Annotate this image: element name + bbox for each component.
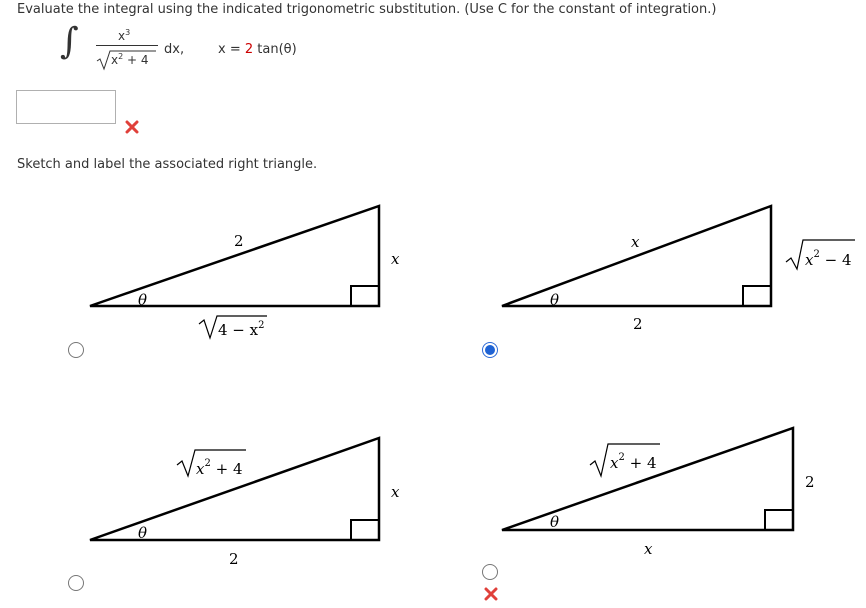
right-angle-marker	[743, 286, 771, 306]
incorrect-x-icon	[484, 587, 498, 601]
leg-label: x	[391, 250, 400, 268]
base-label: x	[644, 540, 653, 558]
hypotenuse-label: x	[631, 233, 640, 251]
angle-label: θ	[138, 291, 148, 309]
triangle-option-3	[80, 430, 400, 578]
radio-option-1[interactable]	[68, 342, 84, 358]
hypotenuse-label: $x^2 + 4$	[196, 458, 243, 478]
radio-option-3[interactable]	[68, 575, 84, 591]
base-label: 2	[229, 550, 239, 568]
triangle-shape	[502, 206, 771, 306]
angle-label: θ	[550, 513, 560, 531]
triangle-option-4	[492, 420, 832, 568]
leg-label: $x^2 - 4$	[805, 249, 852, 269]
differential: dx,	[164, 42, 185, 57]
right-angle-marker	[765, 510, 793, 530]
integrand-denominator: $x^2 + 4$	[111, 52, 149, 67]
hypotenuse-label: $x^2 + 4$	[610, 452, 657, 472]
radio-option-2[interactable]	[482, 342, 498, 358]
question-prompt: Evaluate the integral using the indicated trigonometric substitution. (Use C for the constant of integration.)	[17, 2, 717, 17]
substitution-text: x = 2 tan(θ)	[218, 42, 297, 57]
answer-input[interactable]	[16, 90, 116, 124]
fraction-bar	[96, 45, 158, 46]
triangle-option-1	[80, 198, 400, 348]
leg-label: x	[391, 483, 400, 501]
triangle-shape	[90, 438, 379, 540]
triangle-option-2	[492, 198, 866, 348]
integral-sign-icon: ∫	[60, 21, 79, 62]
triangle-shape	[90, 206, 379, 306]
sketch-prompt: Sketch and label the associated right triangle.	[17, 157, 318, 172]
incorrect-x-icon	[125, 120, 139, 134]
hypotenuse-label: 2	[234, 232, 244, 250]
integral-expression	[60, 21, 320, 79]
right-angle-marker	[351, 520, 379, 540]
angle-label: θ	[138, 524, 148, 542]
leg-label: 2	[805, 473, 815, 491]
radio-option-4[interactable]	[482, 564, 498, 580]
integrand-numerator: $x^3$	[118, 28, 131, 43]
triangle-shape	[502, 428, 793, 530]
right-angle-marker	[351, 286, 379, 306]
base-label: $4 - x^2$	[218, 320, 265, 339]
base-label: 2	[633, 315, 643, 333]
angle-label: θ	[550, 291, 560, 309]
